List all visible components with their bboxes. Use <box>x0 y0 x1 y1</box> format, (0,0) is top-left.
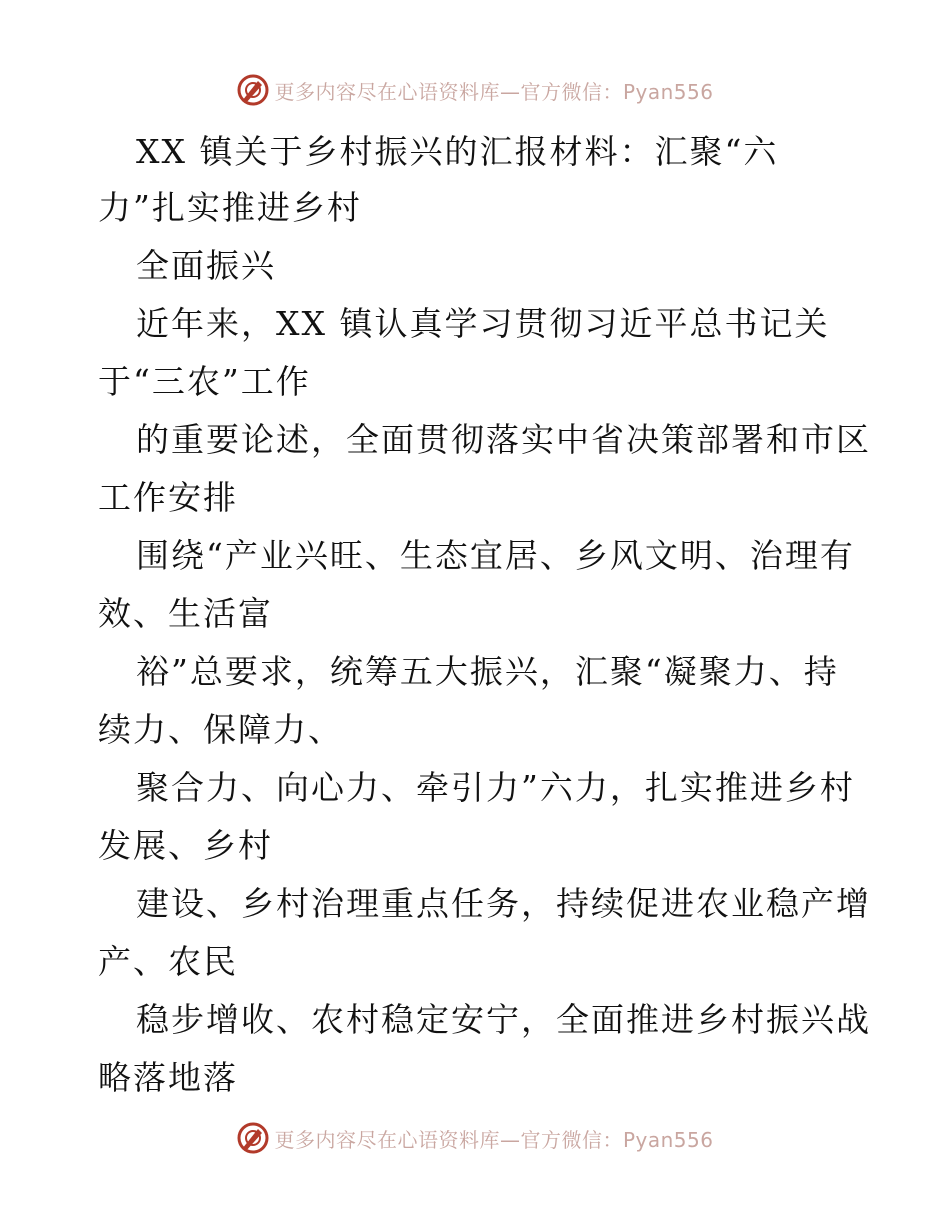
text-line: 略落地落 <box>98 1058 238 1097</box>
header-watermark <box>0 70 950 110</box>
text-line: 工作安排 <box>98 478 238 517</box>
text-line: 效、生活富 <box>98 594 273 633</box>
header-watermark-text: 更多内容尽在心语资料库—官方微信：Pyan556 <box>274 79 714 104</box>
text-line: XX 镇关于乡村振兴的汇报材料：汇聚“六 <box>136 132 779 171</box>
text-line: 产、农民 <box>98 942 238 981</box>
footer-watermark-text: 更多内容尽在心语资料库—官方微信：Pyan556 <box>274 1127 714 1152</box>
text-line: 围绕“产业兴旺、生态宜居、乡风文明、治理有 <box>136 536 855 575</box>
text-line: 近年来，XX 镇认真学习贯彻习近平总书记关 <box>136 304 830 343</box>
text-line: 全面振兴 <box>136 246 276 285</box>
text-line: 聚合力、向心力、牵引力”六力，扎实推进乡村 <box>136 768 855 807</box>
text-line: 力”扎实推进乡村 <box>98 188 362 227</box>
text-line: 稳步增收、农村稳定安宁，全面推进乡村振兴战 <box>136 1000 871 1039</box>
footer-watermark <box>0 1118 950 1158</box>
text-line: 的重要论述，全面贯彻落实中省决策部署和市区 <box>136 420 871 459</box>
logo-icon <box>236 73 270 107</box>
text-line: 续力、保障力、 <box>98 710 343 749</box>
text-line: 裕”总要求，统筹五大振兴，汇聚“凝聚力、持 <box>136 652 839 691</box>
text-line: 于“三农”工作 <box>98 362 311 401</box>
text-line: 发展、乡村 <box>98 826 273 865</box>
logo-icon <box>236 1121 270 1155</box>
text-line: 建设、乡村治理重点任务，持续促进农业稳产增 <box>136 884 871 923</box>
